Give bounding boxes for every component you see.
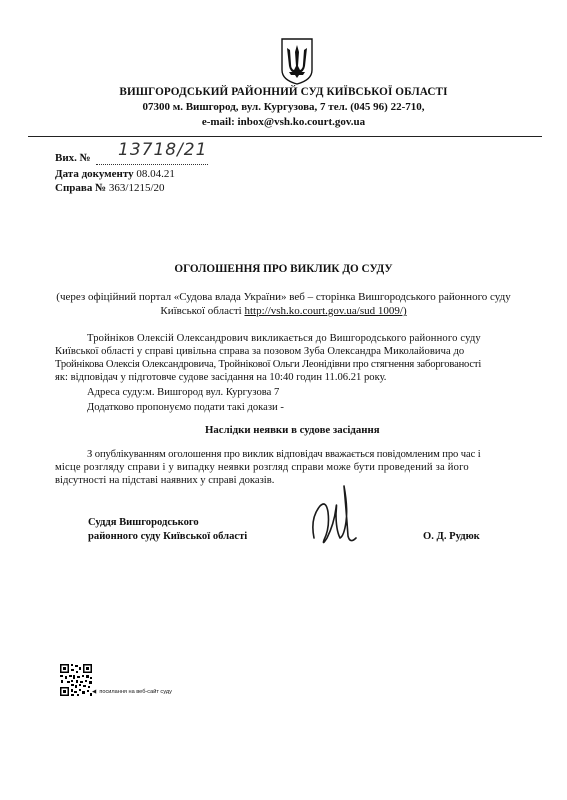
portal-line-2 (0, 305, 567, 317)
document-date-row (55, 168, 175, 180)
outgoing-number-handwritten: 13718/21 (118, 140, 208, 160)
qr-note-text: посилання на веб-сайт суду (99, 689, 172, 695)
judge-title-line-2: районного суду Київської області (88, 531, 248, 542)
court-name: ВИШГОРОДСЬКИЙ РАЙОННИЙ СУД КИЇВСЬКОЇ ОБЛАСТІ (119, 86, 448, 98)
case-number-value: 363/1215/20 (108, 182, 165, 194)
case-number-label: Справа № (55, 182, 107, 194)
body-line-2: Київської області у справі цивільна справа за позовом Зуба Олександра Миколайовича до (55, 346, 465, 357)
body-line-3: Тройнікова Олексія Олександровича, Тройнікової Ольги Леонідівни про стягнення заборгованості (55, 359, 482, 370)
evidence-line: Додатково пропонуємо подати такі докази - (87, 402, 284, 413)
qr-code-icon[interactable] (59, 663, 93, 697)
qr-note (92, 689, 172, 695)
outgoing-number-dotline (96, 164, 208, 165)
header-divider (28, 136, 542, 137)
case-number-row (55, 182, 165, 194)
consequences-line-2: місце розгляду справи і у випадку неявки розгляд справи може бути проведений за його (55, 462, 469, 473)
consequences-line-1: З опублікуванням оголошення про виклик відповідач вважається повідомленим про час і (87, 449, 481, 460)
judge-name: О. Д. Рудюк (423, 531, 480, 542)
notice-title: ОГОЛОШЕННЯ ПРО ВИКЛИК ДО СУДУ (174, 263, 393, 275)
portal-line-2-prefix: Київської області (160, 305, 245, 317)
outgoing-number-label: Вих. № (55, 152, 91, 164)
handwritten-signature (300, 478, 370, 558)
body-line-4: як: відповідач у підготовче судове засідання на 10:40 годин 11.06.21 року. (55, 372, 387, 383)
portal-line-1: (через офіційний портал «Судова влада України» веб – сторінка Вишгородського районного суду (56, 291, 511, 303)
coat-of-arms-icon (279, 36, 315, 86)
arrow-left-icon: ◀ (92, 689, 97, 695)
body-line-1: Тройніков Олексій Олександрович викликається до Вишгородського районного суду (87, 333, 481, 344)
portal-link[interactable]: http://vsh.ko.court.gov.ua/sud 1009/) (244, 305, 407, 317)
document-date-label: Дата документу (55, 168, 134, 180)
court-address: 07300 м. Вишгород, вул. Кургузова, 7 тел. (045 96) 22-710, (142, 101, 425, 113)
outgoing-number-row (55, 152, 91, 164)
court-email: e-mail: inbox@vsh.ko.court.gov.ua (201, 116, 366, 128)
judge-title-line-1: Суддя Вишгородського (88, 517, 199, 528)
document-date-value: 08.04.21 (136, 168, 175, 180)
consequences-title: Наслідки неявки в судове засідання (205, 424, 380, 436)
court-address-line: Адреса суду:м. Вишгород вул. Кургузова 7 (87, 387, 280, 398)
consequences-line-3: відсутності на підставі наявних у справі доказів. (55, 475, 275, 486)
